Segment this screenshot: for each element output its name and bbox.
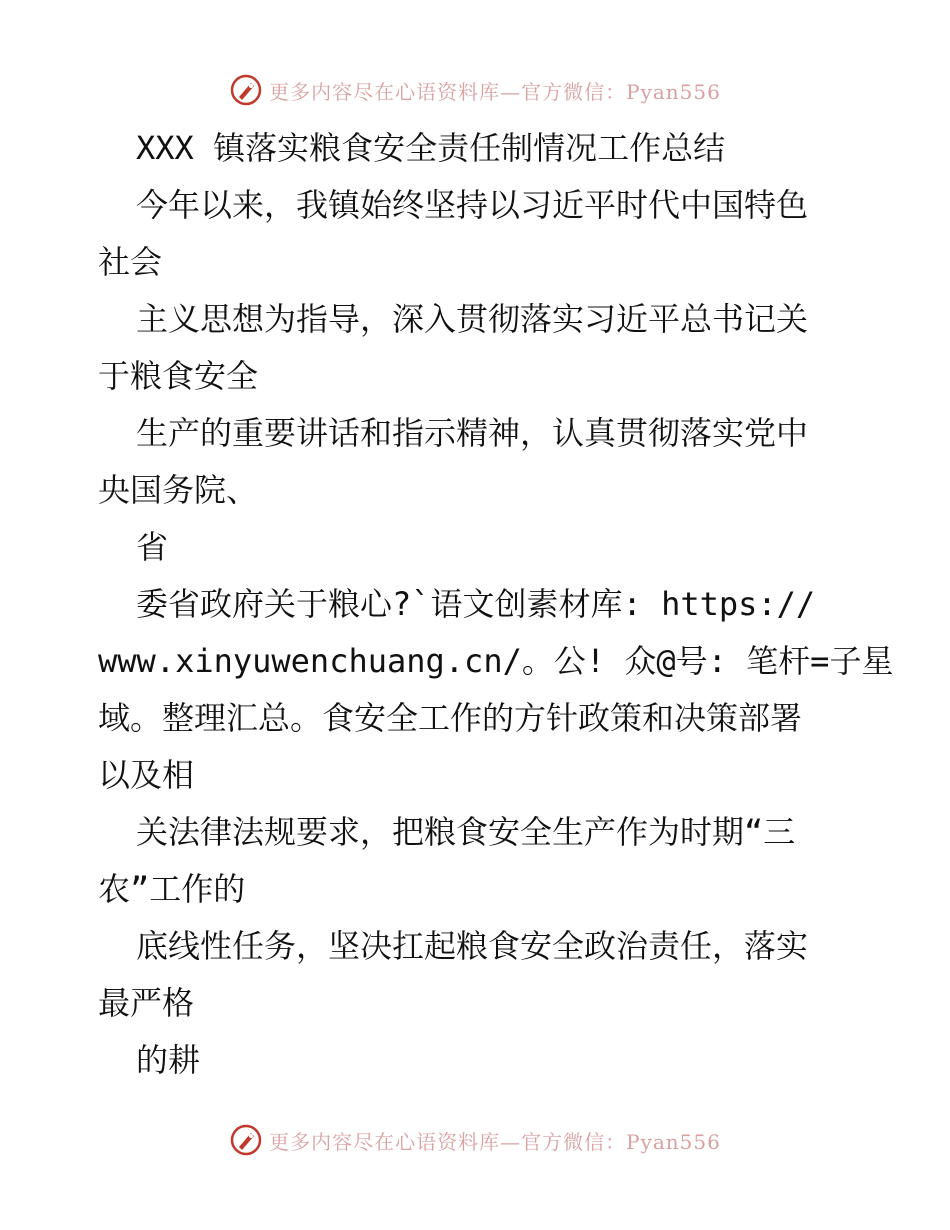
paragraph-line: 生产的重要讲话和指示精神，认真贯彻落实党中 [136, 414, 809, 452]
fountain-pen-seal-logo-icon [229, 73, 263, 107]
watermark-text: 更多内容尽在心语资料库—官方微信：Pyan556 [269, 79, 721, 104]
paragraph-line: 农”工作的 [98, 870, 246, 908]
paragraph-line: 关法律法规要求，把粮食安全生产作为时期“三 [136, 813, 796, 851]
paragraph-line: 以及相 [98, 756, 195, 794]
paragraph-line: 域。整理汇总。食安全工作的方针政策和决策部署 [98, 699, 803, 737]
paragraph-line: 于粮食安全 [98, 357, 259, 395]
paragraph-line: 的耕 [136, 1041, 201, 1079]
paragraph-line: 央国务院、 [98, 471, 259, 509]
paragraph-line: 委省政府关于粮心?`语文创素材库: https:// [136, 585, 816, 623]
document-title: XXX 镇落实粮食安全责任制情况工作总结 [136, 129, 726, 167]
paragraph-line: 主义思想为指导，深入贯彻落实习近平总书记关 [136, 300, 809, 338]
paragraph-line: www.xinyuwenchuang.cn/。公! 众@号: 笔杆=子星 [98, 642, 894, 680]
fountain-pen-seal-logo-icon [229, 1123, 263, 1157]
header-watermark [0, 70, 950, 110]
paragraph-line: 最严格 [98, 984, 195, 1022]
paragraph-line: 今年以来，我镇始终坚持以习近平时代中国特色 [136, 186, 809, 224]
paragraph-line: 社会 [98, 243, 163, 281]
footer-watermark [0, 1120, 950, 1160]
paragraph-line: 省 [136, 528, 169, 566]
watermark-text: 更多内容尽在心语资料库—官方微信：Pyan556 [269, 1129, 721, 1154]
paragraph-line: 底线性任务，坚决扛起粮食安全政治责任，落实 [136, 927, 809, 965]
